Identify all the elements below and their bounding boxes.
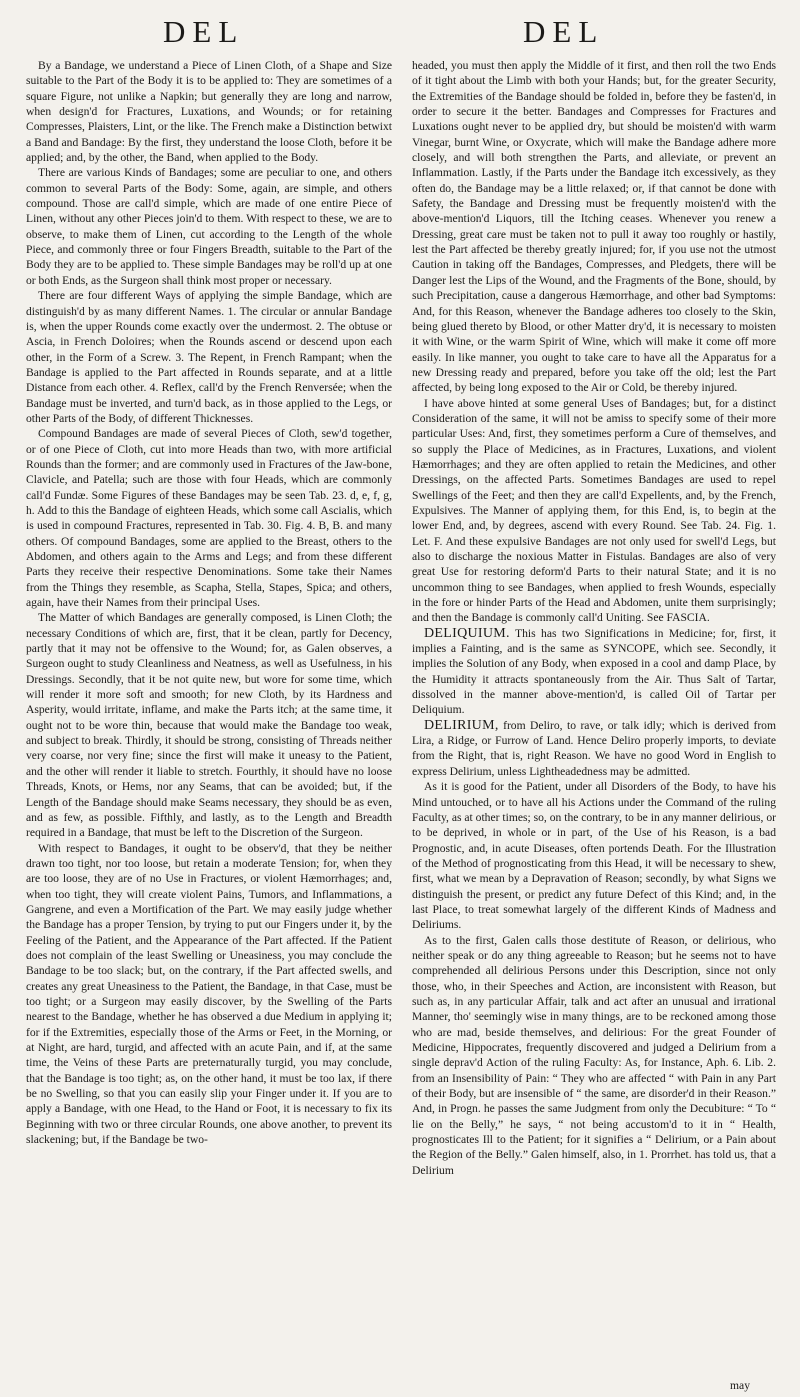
paragraph-bandage-material: The Matter of which Bandages are generally composed, is Linen Cloth; the necessary Conditions of which are, first, that it be clean, partly for Decency, partly that it may not be offensive to the Wound; for, as Galen observes, a Surgeon ought to study Cleanliness and Neatness, as well as Usefulness, in his Dressings. Secondly, that it be not quite new, but wore for some time, which will render it more soft and smooth; for new Cloth, by its Hardness and Asperity, would irritate, inflame, and make the Parts itch; at the same time, it ought not to be wore thin, because that would make the Bandage too weak, and subject to break. Thirdly, it should be strong, consisting of Threads neither very coarse, nor very fine; since the first will make it uneasy to the Patient, and the other will render it liable to stretch. Fourthly, it should have no loose Threads, Knots, or Hems, nor any Seams, that can be avoided; but, if the Length of the Bandage should make Seams necessary, they should be as even, and as few, as possible. Fifthly, and lastly, as to the Length and Breadth required in a Bandage, that must be left to the Discretion of the Surgeon. xyxy=(26,611,392,840)
entry-delirium xyxy=(412,718,776,779)
paragraph-kinds-of-bandages: There are various Kinds of Bandages; some are peculiar to one, and others common to several Parts of the Body: Some, again, are simple, and others compound. Those are call'd simple, which are made of one entire Piece of Linen, without any other Pieces join'd to them. With respect to these, we are to observe, to make them of Linen, cut according to the Length of the whole Piece, and commonly three or four Fingers Breadth, suitable to the Part of the Body they are to be applied to. These simple Bandages may be roll'd up at one or both Ends, as the Surgeon shall think most proper or necessary. xyxy=(26,166,392,287)
entry-deliquium xyxy=(412,626,776,718)
paragraph-bandage-continued: headed, you must then apply the Middle of it first, and then roll the two Ends of it tight about the Limb with both your Hands; but, for the greater Security, the Extremities of the Bandage should be folded in, before they be fasten'd, in order to secure it the better. Bandages and Compresses for Fractures and Luxations ought never to be applied dry, but should be moisten'd with warm Vinegar, burnt Wine, or Oxycrate, which will make the Bandage adhere more closely, and will both strengthen the Parts, and alleviate, or prevent an Inflammation. Lastly, if the Parts under the Bandage itch excessively, as they often do, the Bandage may be a little relaxed; or, if that cannot be done with Safety, the Bandage and Dressing must be frequently moisten'd with the above-mention'd Liquors, till the Itching ceases. Whenever you renew a Dressing, great care must be taken not to pull it away too roughly or hastily, lest the Part affected be thereby greatly injured; for, if you use not the utmost Caution in taking off the Bandages, Compresses, and Pledgets, there will be Danger lest the Lips of the Wound, and the Fragments of the Bone, should, by such Precipitation, cause a dangerous Hæmorrhage, and other bad Symptoms: And, for this Reason, whenever the Bandage adheres too closely to the Skin, being glued thereto by Blood, or other Matter dry'd, it is necessary to moisten it with Wine, or the warm Spirit of Wine, which will make it come off more easily. In like manner, you ought to take care to have all the Apparatus for a new Dressing ready and prepared, before you take off the old; lest the Part affected, by being long exposed to the Air or Cold, be thereby injured. xyxy=(412,59,776,395)
entry-term-delirium: DELIRIUM, xyxy=(424,717,499,733)
paragraph-delirium-prognostic: As it is good for the Patient, under all Disorders of the Body, to have his Mind untouched, or to have all his Actions under the Command of the ruling Faculty, as at other times; so, on the contrary, to be in any manner delirious, or to be deprived, in whole or in part, of the Use of his Reason, is a bad Prognostic, and, in acute Diseases, often portends Death. For the Illustration of the Method of prognosticating from this Head, it will be necessary to shew, first, what we mean by a Depravation of Reason; secondly, by what Signs we distinguish the present, or predict any future Defect of this Kind; and, in the last Place, to treat somewhat largely of the different Kinds of Madness and Deliriums. xyxy=(412,780,776,932)
running-head-left: DEL xyxy=(163,14,245,49)
catchword: may xyxy=(730,1379,750,1392)
entry-text-deliquium: This has two Significations in Medicine; for, first, it implies a Fainting, and is the same as SYNCOPE, which see. Secondly, it implies the Solution of any Body, when exposed in a cool and damp Place, by the Humidity it attracts spontaneously from the Air. Thus Salt of Tartar, dissolved in the manner above-mention'd, is called Oil of Tartar per Deliquium. xyxy=(412,626,776,717)
paragraph-simple-bandage-methods: There are four different Ways of applying the simple Bandage, which are distinguish'd by as many different Names. 1. The circular or annular Bandage is, when the upper Rounds come exactly over the undermost. 2. The obtuse or Ascia, in French Doloires; when the Rounds ascend or descend upon each other, in the Form of a Screw. 3. The Repent, in French Rampant; when the Bandage is applied to the Part affected in Rounds separate, and at a little Distance from each other. 4. Reflex, call'd by the French Renversée; when the Bandage must be inverted, and turn'd back, as in those applied to the Legs, or other Parts of the Body, of different Thicknesses. xyxy=(26,289,392,425)
running-headers xyxy=(0,14,800,54)
paragraph-bandage-tension: With respect to Bandages, it ought to be observ'd, that they be neither drawn too tight, nor too loose, but retain a moderate Tension; for, when they are too loose, they are of no Use in Fractures, or violent Hæmorrhages; and, when too tight, they will create violent Pains, Tumors, and Inflammations, a Gangrene, and even a Mortification of the Part. We may easily judge whether the Bandage has a proper Tension, by trying to put our Fingers under it, by the Feeling of the Patient, and the Appearance of the Part affected. If the Patient does not complain of the least Swelling or Uneasiness, you may conclude the Bandage to be too slack; but, on the contrary, if the Part affected swells, and creates any great Uneasiness to the Patient, the Bandage, in that Case, must be too tight; or a Surgeon may easily discover, by the Swelling of the Parts nearest to the Bandage, whether he has observed a due Medium in applying it; for if the Extremities, especially those of the Arms or Feet, in the Morning, or at Night, are hard, turgid, and affected with an acute Pain, and if, at the same time, the Veins of these Parts are preternaturally turgid, you may conclude, that the Bandage is too tight; as, on the other hand, it must be too lax, if there be no Swelling, so that you can easily slip your Finger under it. If you are to apply a Bandage, with one Head, to the Hand or Foot, it is necessary to fix its Beginning with two or three circular Rounds, one above another, to prevent its slackening; but, if the Bandage be two- xyxy=(26,841,392,1147)
left-column xyxy=(26,58,392,1147)
entry-term-deliquium: DELIQUIUM. xyxy=(424,625,510,641)
paragraph-bandage-definition: By a Bandage, we understand a Piece of Linen Cloth, of a Shape and Size suitable to the Part of the Body it is to be applied to: They are sometimes of a square Figure, not unlike a Napkin; but generally they are long and narrow, when design'd for Fractures, Luxations, and Wounds; or for retaining Compresses, Plaisters, Lint, or the like. The French make a Distinction betwixt a Band and Bandage: By the first, they understand the loose Cloth, before it be applied; and, by the other, the Band, when applied to the Body. xyxy=(26,59,392,165)
paragraph-bandage-uses: I have above hinted at some general Uses of Bandages; but, for a distinct Consideration of the same, it will not be amiss to specify some of their more particular Uses: And, first, they sometimes perform a Cure of themselves, and so supply the Place of Medicines, as in Fractures, Luxations, and violent Hæmorrhages; and they are often applied to retain the Medicines, and other Dressings, on the affected Parts. Sometimes Bandages are used to repel Swellings of the Feet; and then they are call'd Expellents, and, by the French, Expulsives. The Manner of applying them, for this End, is, to begin at the lower End, and, by degrees, ascend with every Round. See Tab. 24. Fig. 1. Let. F. And these expulsive Bandages are not only used for swell'd Legs, but also to discharge the noxious Matter in Fistulas. Bandages are also of very great Use for restoring deform'd Parts to their natural State; and it is no uncommon thing to see Bandages, when applied to fresh Wounds, especially in the fore or hinder Parts of the Head and Abdomen, unite them surprisingly; and then the Bandage is commonly call'd Uniting. See FASCIA. xyxy=(412,396,776,625)
right-column xyxy=(412,58,776,1178)
running-head-right: DEL xyxy=(523,14,605,49)
entry-text-delirium: from Deliro, to rave, or talk idly; which is derived from Lira, a Ridge, or Furrow of Land. Hence Deliro properly imports, to deviate from the Right, that is, right Reason. We have no good Word in English to express Delirium, unless Lightheadedness may be admitted. xyxy=(412,718,776,778)
paragraph-compound-bandages: Compound Bandages are made of several Pieces of Cloth, sew'd together, or of one Piece of Cloth, cut into more Heads than two, with more artificial Rounds than the former; and are commonly used in Fractures of the Jaw-bone, Clavicle, and Patella; such are those with four Heads, which are commonly call'd Fundæ. Some Figures of these Bandages may be seen Tab. 23. d, e, f, g, h. Add to this the Bandage of eighteen Heads, which some call Ascialis, which is used in compound Fractures, represented in Tab. 30. Fig. 4. B, B. and many others. Of compound Bandages, some are applied to the Breast, others to the Abdomen, and others again to the Arms and Legs; and from these different Parts they receive their respective Denominations. Some take their Names from the Things they resemble, as Scapha, Stella, Stapes, Spica; and others, again, have their Names from their principal Uses. xyxy=(26,427,392,610)
paragraph-delirium-definition: As to the first, Galen calls those destitute of Reason, or delirious, who neither speak or do any thing agreeable to Reason; but he seems not to have comprehended all delirious Persons under this Description, since not only those, who, in their Speeches and Action, are inconsistent with Reason, but such as, in any particular Affair, talk and act after an unusual and irrational Manner, tho' seemingly wise in many things, are to be reckoned among those who are mad, beside themselves, and delirious: For the great Founder of Medicine, Hippocrates, frequently discovered and judged a Delirium from a single deprav'd Action of the ruling Faculty: As, for Instance, Aph. 6. Lib. 2. from an Insensibility of Pain: “ They who are affected “ with Pain in any Part of their Body, but are insensible of “ the same, are disorder'd in their Reason.” And, in Progn. he passes the same Judgment from only the Decubiture: “ To “ lie on the Belly,” he says, “ not being accustom'd to it in “ Health, prognosticates Ill to the Patient; for it signifies a “ Delirium, or a Pain about the Region of the Belly.” Galen himself, also, in 1. Prorrhet. has told us, that a Delirium xyxy=(412,933,776,1177)
